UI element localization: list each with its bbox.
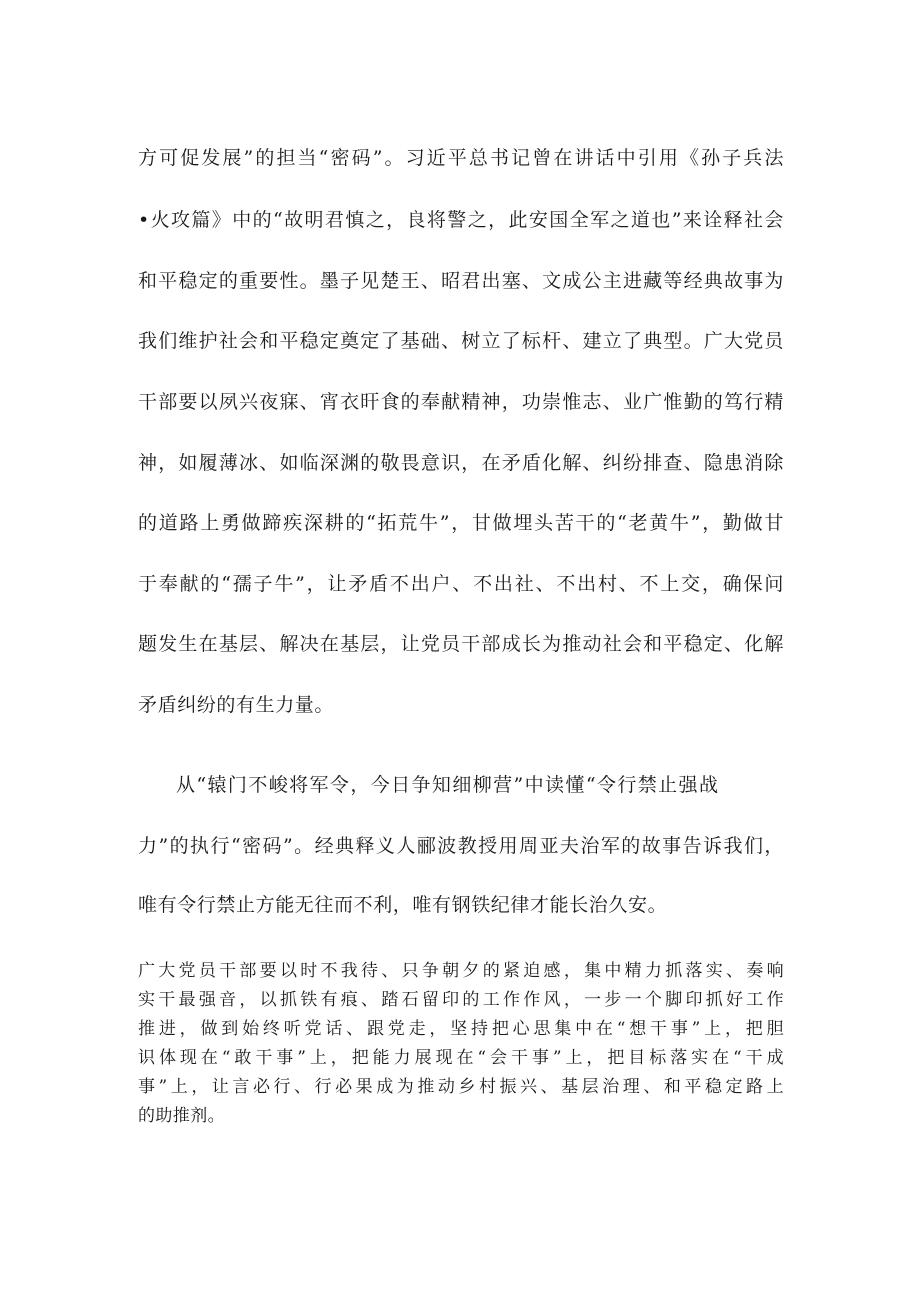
paragraph-line: 于奉献的“孺子牛”，让矛盾不出户、不出社、不出村、不上交，确保问 xyxy=(138,573,784,595)
paragraph-line: 矛盾纠纷的有生力量。 xyxy=(138,694,335,716)
paragraph-line: 识体现在“敢干事”上，把能力展现在“会干事”上，把目标落实在“干成 xyxy=(138,1048,784,1068)
paragraph-line: 和平稳定的重要性。墨子见楚王、昭君出塞、文成公主进藏等经典故事为 xyxy=(138,270,784,292)
paragraph-line: 我们维护社会和平稳定奠定了基础、树立了标杆、建立了典型。广大党员 xyxy=(138,330,784,352)
paragraph-line: 推进，做到始终听党话、跟党走，坚持把心思集中在“想干事”上，把胆 xyxy=(138,1019,784,1039)
paragraph-line: 唯有令行禁止方能无往而不利，唯有钢铁纪律才能长治久安。 xyxy=(138,894,668,916)
paragraph-line: 实干最强音，以抓铁有痕、踏石留印的工作作风，一步一个脚印抓好工作 xyxy=(138,990,784,1010)
paragraph-line: 力”的执行“密码”。经典释义人郦波教授用周亚夫治军的故事告诉我们， xyxy=(138,835,784,857)
paragraph-line: 的道路上勇做蹄疾深耕的“拓荒牛”，甘做埋头苦干的“老黄牛”，勤做甘 xyxy=(138,512,784,534)
paragraph-line: 神，如履薄冰、如临深渊的敬畏意识，在矛盾化解、纠纷排查、隐患消除 xyxy=(138,452,784,474)
paragraph-line: 事”上，让言必行、行必果成为推动乡村振兴、基层治理、和平稳定路上 xyxy=(138,1077,784,1097)
paragraph-line: 广大党员干部要以时不我待、只争朝夕的紧迫感，集中精力抓落实、奏响 xyxy=(138,961,784,981)
paragraph-line: 干部要以夙兴夜寐、宵衣旰食的奉献精神，功崇惟志、业广惟勤的笃行精 xyxy=(138,391,784,413)
paragraph-line: 的助推剂。 xyxy=(138,1106,225,1126)
paragraph-line: •火攻篇》中的“故明君慎之，良将警之，此安国全军之道也”来诠释社会 xyxy=(138,209,784,231)
paragraph-line: 题发生在基层、解决在基层，让党员干部成长为推动社会和平稳定、化解 xyxy=(138,633,784,655)
paragraph-line: 方可促发展”的担当“密码”。习近平总书记曾在讲话中引用《孙子兵法 xyxy=(138,147,784,169)
paragraph-line: 从“辕门不峻将军令，今日争知细柳营”中读懂“令行禁止强战 xyxy=(176,774,720,796)
